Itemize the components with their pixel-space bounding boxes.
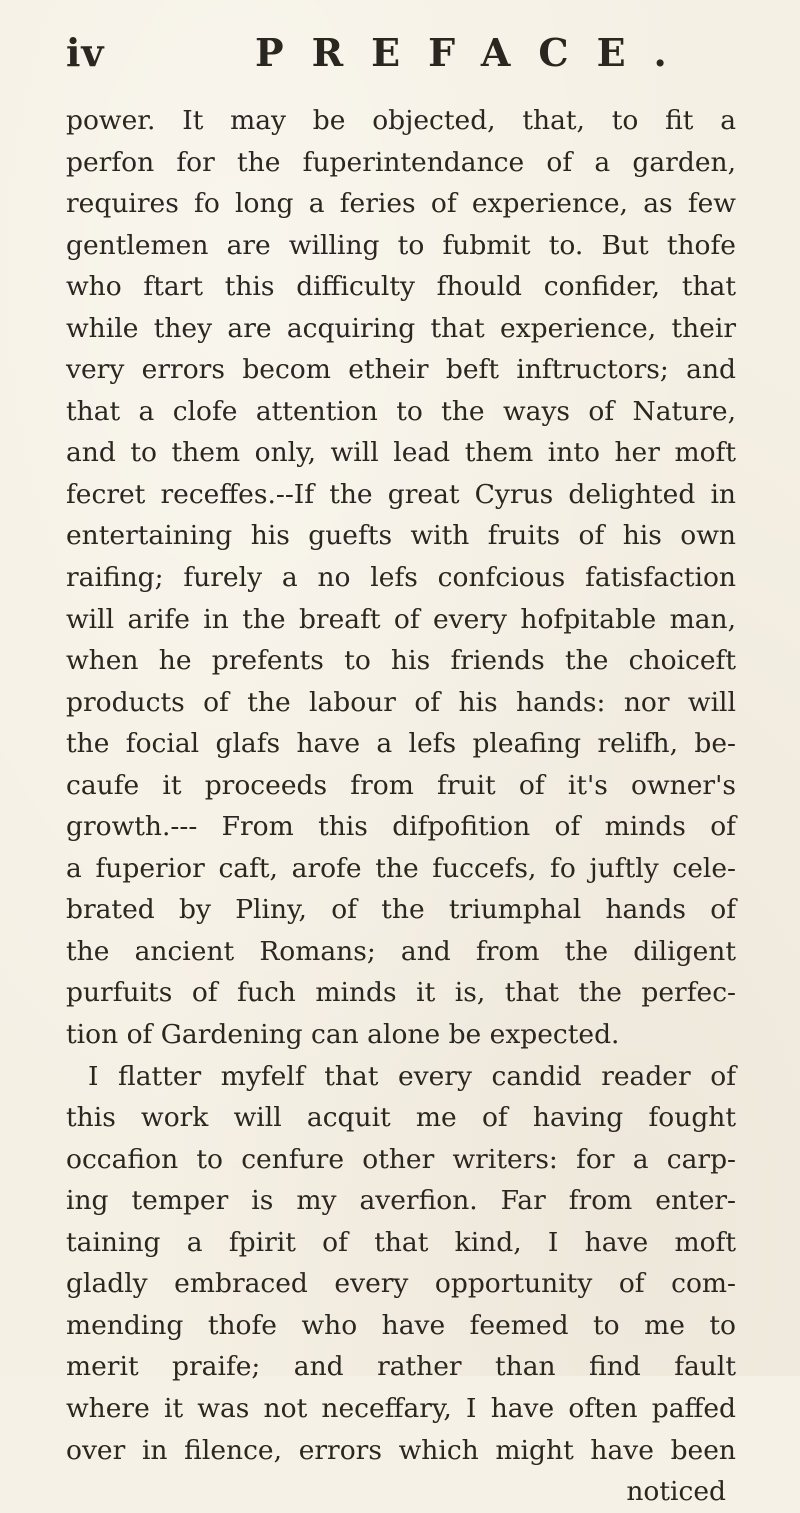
text-line: products of the labour of his hands: nor will — [66, 686, 736, 718]
text-line: ing temper is my averfion. Far from enter- — [66, 1185, 736, 1217]
paragraph-end-line: tion of Gardening can alone be expected. — [66, 1019, 620, 1051]
text-line: and to them only, will lead them into her moft — [66, 437, 736, 469]
text-line: perfon for the fuperintendance of a garden, — [66, 146, 736, 178]
text-line: purfuits of fuch minds it is, that the perfec- — [66, 977, 736, 1009]
text-line: fecret receffes.--If the great Cyrus delighted in — [66, 478, 736, 510]
running-head: PREFACE. — [255, 30, 695, 75]
text-line: gladly embraced every opportunity of com- — [66, 1268, 736, 1300]
text-line: growth.--- From this difpofition of minds of — [66, 811, 736, 843]
text-line: caufe it proceeds from fruit of it's owner's — [66, 769, 736, 801]
text-line: brated by Pliny, of the triumphal hands of — [66, 894, 736, 926]
text-line: while they are acquiring that experience, their — [66, 312, 736, 344]
text-line: taining a fpirit of that kind, I have moft — [66, 1226, 736, 1258]
text-line: the ancient Romans; and from the diligent — [66, 935, 736, 967]
text-line: requires fo long a feries of experience, as few — [66, 188, 736, 220]
text-line: gentlemen are willing to fubmit to. But thofe — [66, 229, 736, 261]
text-line: raifing; furely a no lefs confcious fatisfaction — [66, 562, 736, 594]
text-line: when he prefents to his friends the choiceft — [66, 645, 736, 677]
text-line: who ftart this difficulty fhould confider, that — [66, 271, 736, 303]
paragraph-start-line: I flatter myfelf that every candid reader of — [88, 1060, 736, 1092]
text-line: the focial glafs have a lefs pleafing relifh, be- — [66, 728, 736, 760]
text-line: that a clofe attention to the ways of Nature, — [66, 395, 736, 427]
text-line: this work will acquit me of having fought — [66, 1102, 736, 1134]
text-line: power. It may be objected, that, to fit a — [66, 105, 736, 136]
text-line: will arife in the breaft of every hofpitable man, — [66, 603, 736, 635]
page-header — [66, 30, 730, 90]
text-line: merit praife; and rather than find fault — [66, 1351, 736, 1383]
text-line: mending thofe who have feemed to me to — [66, 1309, 736, 1341]
text-line: very errors becom etheir beft inftructors; and — [66, 354, 736, 386]
page-number: iv — [66, 30, 105, 75]
text-line: where it was not neceffary, I have often paffed — [66, 1392, 736, 1424]
text-line: entertaining his guefts with fruits of his own — [66, 520, 736, 552]
body-text — [66, 100, 736, 1513]
text-line: a fuperior caft, arofe the fuccefs, fo juftly cele- — [66, 852, 736, 884]
text-line: over in filence, errors which might have been — [66, 1434, 736, 1466]
catchword: noticed — [626, 1476, 726, 1508]
text-line: occafion to cenfure other writers: for a carp- — [66, 1143, 736, 1175]
